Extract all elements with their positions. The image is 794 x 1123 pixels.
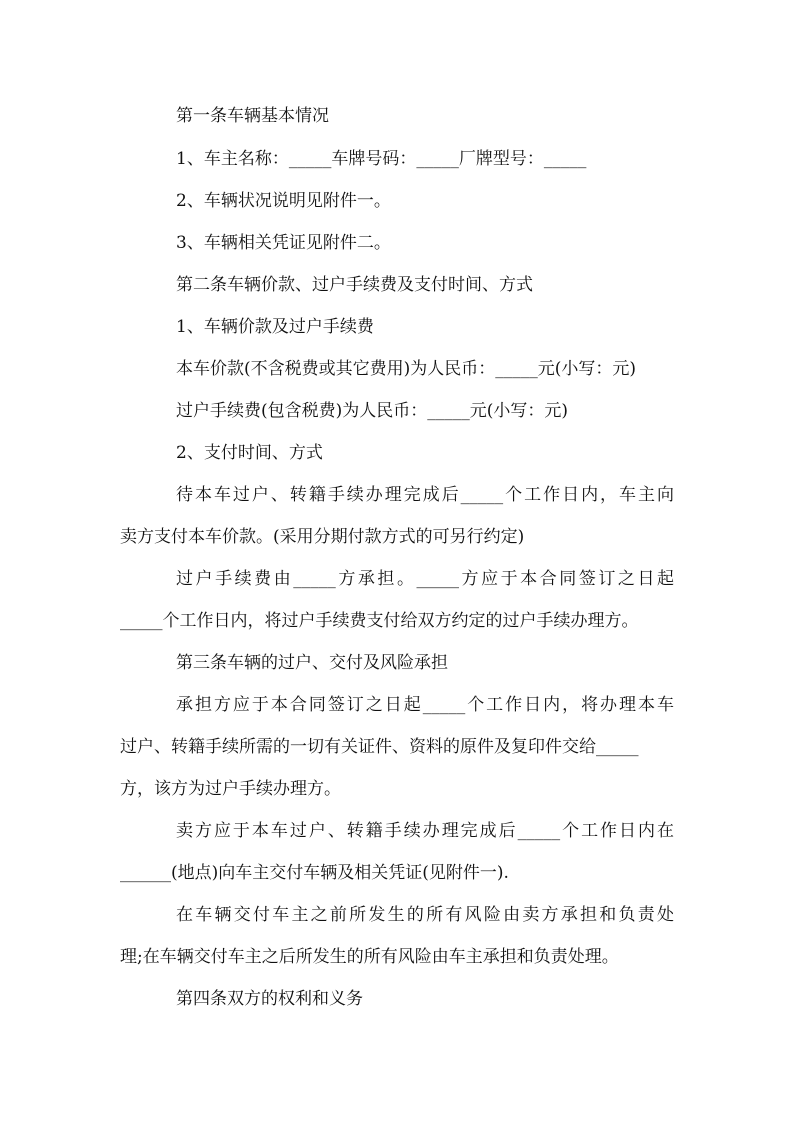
owner-plate-model-line: 1、车主名称：_____车牌号码：_____厂牌型号：_____ (176, 149, 587, 169)
vehicle-condition-line: 2、车辆状况说明见附件一。 (176, 191, 391, 211)
delivery-paragraph-line-2: ______(地点)向车主交付车辆及相关凭证(见附件一). (120, 863, 509, 883)
article-4-heading: 第四条双方的权利和义务 (176, 989, 363, 1009)
price-fee-subheading: 1、车辆价款及过户手续费 (176, 317, 374, 337)
delivery-paragraph-line-1: 卖方应于本车过户、转籍手续办理完成后_____个工作日内在 (176, 821, 674, 841)
vehicle-price-line: 本车价款(不含税费或其它费用)为人民币：_____元(小写：元) (176, 359, 637, 379)
transfer-fee-line: 过户手续费(包含税费)为人民币：_____元(小写：元) (176, 401, 569, 421)
payment-paragraph-line-2: 卖方支付本车价款。(采用分期付款方式的可另行约定) (120, 527, 525, 547)
payment-subheading: 2、支付时间、方式 (176, 443, 323, 463)
transfer-paragraph-line-2: 过户、转籍手续所需的一切有关证件、资料的原件及复印件交给_____ (120, 737, 639, 757)
fee-paragraph-line-1: 过户手续费由_____方承担。_____方应于本合同签订之日起 (176, 569, 674, 589)
article-1-heading: 第一条车辆基本情况 (176, 106, 329, 126)
transfer-paragraph-line-1: 承担方应于本合同签订之日起_____个工作日内，将办理本车 (176, 695, 674, 715)
risk-paragraph-line-1: 在车辆交付车主之前所发生的所有风险由卖方承担和负责处 (176, 905, 674, 925)
article-3-heading: 第三条车辆的过户、交付及风险承担 (176, 653, 448, 673)
fee-paragraph-line-2: _____个工作日内，将过户手续费支付给双方约定的过户手续办理方。 (120, 611, 639, 631)
article-2-heading: 第二条车辆价款、过户手续费及支付时间、方式 (176, 275, 533, 295)
payment-paragraph-line-1: 待本车过户、转籍手续办理完成后_____个工作日内，车主向 (176, 485, 674, 505)
transfer-paragraph-line-3: 方，该方为过户手续办理方。 (120, 779, 341, 799)
risk-paragraph-line-2: 理;在车辆交付车主之后所发生的所有风险由车主承担和负责处理。 (120, 947, 619, 967)
vehicle-documents-line: 3、车辆相关凭证见附件二。 (176, 233, 391, 253)
